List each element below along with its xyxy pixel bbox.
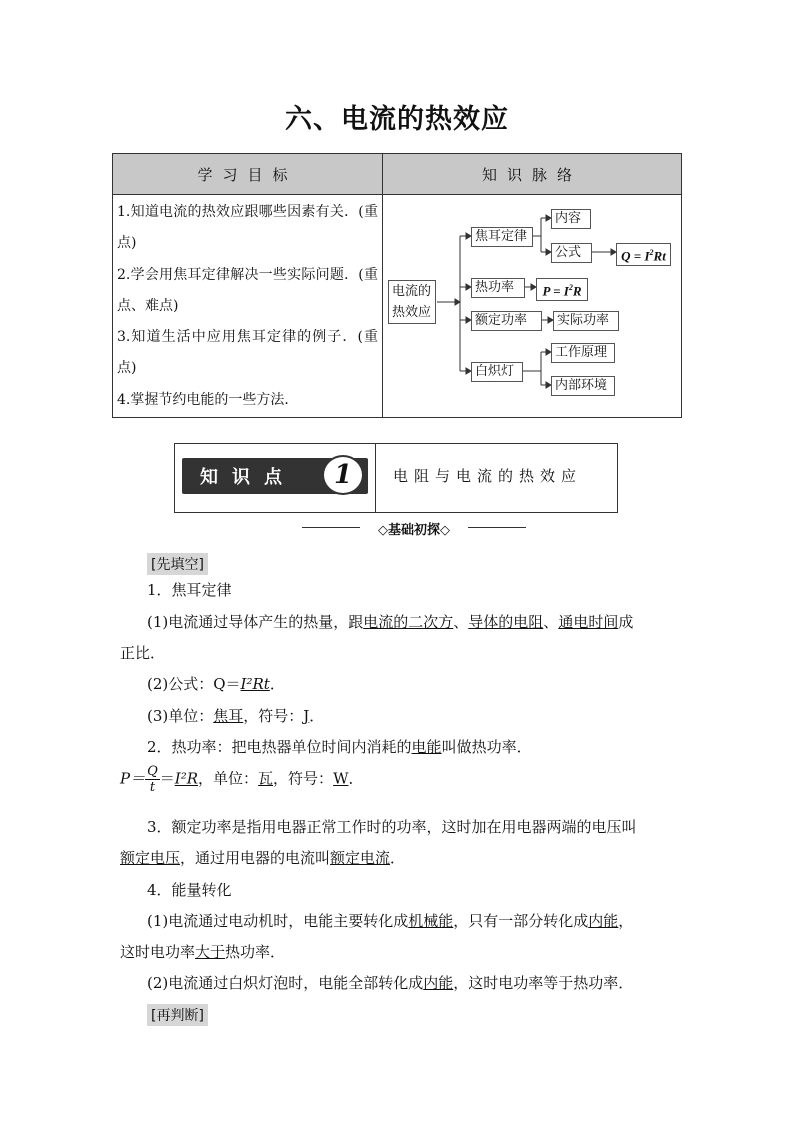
paragraph-motor-cont bbox=[120, 941, 285, 962]
objectives-table bbox=[112, 153, 682, 418]
answer-blank: 电能 bbox=[411, 738, 442, 756]
mindmap-node-lamp: 白炽灯 bbox=[471, 362, 523, 382]
answer-blank: 内能 bbox=[588, 912, 619, 930]
answer-blank: 导体的电阻 bbox=[468, 613, 544, 631]
text: ，这时电功率等于热功率． bbox=[453, 974, 634, 992]
header-knowledge-map: 知识脉络 bbox=[383, 154, 682, 195]
goal-item: 3.知道生活中应用焦耳定律的例子．(重点) bbox=[117, 329, 378, 377]
header-learning-goals: 学习目标 bbox=[113, 154, 383, 195]
answer-blank: I²R bbox=[174, 769, 199, 788]
fraction bbox=[145, 764, 160, 795]
fraction-numerator: Q bbox=[147, 764, 158, 779]
text: ，只有一部分转化成 bbox=[453, 912, 589, 930]
paragraph-unit bbox=[147, 705, 324, 726]
mindmap-cell bbox=[383, 195, 682, 418]
text: 成 bbox=[618, 613, 634, 631]
heading-heat-power bbox=[147, 736, 532, 757]
answer-blank: 瓦 bbox=[258, 769, 274, 788]
text: 叫做热功率． bbox=[441, 738, 532, 756]
answer-blank: 通电时间 bbox=[558, 613, 619, 631]
text: (2)公式：Q＝ bbox=[147, 675, 241, 693]
mindmap-root: 电流的热效应 bbox=[388, 280, 436, 324]
text: 热功率． bbox=[225, 943, 286, 961]
knowledge-point-number: 1 bbox=[322, 455, 364, 495]
answer-blank: 额定电流 bbox=[330, 849, 391, 867]
mindmap-node-content: 内容 bbox=[551, 209, 591, 229]
paragraph-rated-power: 3．额定功率是指用电器正常工作时的功率，这时加在用电器两端的电压叫 bbox=[147, 818, 637, 836]
text: (1)电流通过电动机时，电能主要转化成 bbox=[147, 912, 409, 930]
mindmap-node-actual-power: 实际功率 bbox=[553, 311, 619, 331]
answer-blank: 机械能 bbox=[408, 912, 454, 930]
text: 、 bbox=[543, 613, 559, 631]
text: ，符号： bbox=[243, 707, 304, 725]
text: 、 bbox=[453, 613, 469, 631]
mindmap-node-rated-power: 额定功率 bbox=[471, 311, 542, 331]
paragraph-1-cont: 正比． bbox=[120, 644, 166, 662]
text: P＝ bbox=[120, 769, 146, 788]
text: (3)单位： bbox=[147, 707, 214, 725]
text: ， bbox=[618, 912, 634, 930]
paragraph-lamp bbox=[147, 972, 633, 993]
answer-blank: J bbox=[303, 707, 310, 725]
text: ． bbox=[309, 707, 325, 725]
answer-blank: 焦耳 bbox=[213, 707, 244, 725]
answer-blank: W bbox=[333, 769, 349, 788]
heading-energy-conversion: 4．能量转化 bbox=[147, 881, 232, 899]
answer-blank: I²Rt bbox=[240, 675, 270, 693]
goals-cell bbox=[113, 195, 383, 418]
goal-item: 2.学会用焦耳定律解决一些实际问题．(重点、难点) bbox=[117, 266, 378, 314]
text: ． bbox=[348, 769, 364, 788]
text: (2)电流通过白炽灯泡时，电能全部转化成 bbox=[147, 974, 424, 992]
text: ，符号： bbox=[273, 769, 334, 788]
paragraph-1 bbox=[147, 611, 633, 632]
goal-item: 1.知道电流的热效应跟哪些因素有关．(重点) bbox=[117, 204, 378, 252]
heat-power-formula bbox=[120, 764, 364, 795]
goal-item: 4.掌握节约电能的一些方法． bbox=[117, 391, 299, 408]
mindmap-node-formula: 公式 bbox=[551, 243, 592, 263]
text: (1)电流通过导体产生的热量，跟 bbox=[147, 613, 364, 631]
text: ． bbox=[269, 675, 285, 693]
paragraph-motor bbox=[147, 910, 633, 931]
knowledge-point-label: 知识点 bbox=[200, 467, 296, 488]
section-heading: ◇基础初探◇ bbox=[302, 519, 526, 538]
fill-blank-tag: [先填空] bbox=[147, 553, 208, 575]
mindmap-node-working-principle: 工作原理 bbox=[551, 343, 615, 363]
mindmap-node-heat-power-eq: $P = I^2R$ bbox=[536, 278, 588, 301]
page-title: 六、电流的热效应 bbox=[285, 104, 509, 135]
fraction-denominator: t bbox=[149, 780, 156, 795]
answer-blank: 内能 bbox=[423, 974, 454, 992]
answer-blank: 额定电压 bbox=[120, 849, 181, 867]
mindmap-node-heat-power: 热功率 bbox=[471, 278, 525, 298]
banner-divider bbox=[375, 444, 376, 512]
knowledge-point-banner bbox=[174, 443, 618, 513]
answer-blank: 电流的二次方 bbox=[363, 613, 454, 631]
text: ＝ bbox=[159, 769, 175, 788]
heading-joule-law: 1．焦耳定律 bbox=[147, 581, 232, 599]
paragraph-formula bbox=[147, 673, 285, 694]
text: ，通过用电器的电流叫 bbox=[180, 849, 331, 867]
knowledge-point-badge bbox=[182, 458, 368, 494]
judge-tag: [再判断] bbox=[147, 1004, 208, 1026]
mindmap-node-formula-eq: $Q = I^2Rt$ bbox=[616, 243, 671, 266]
knowledge-point-title: 电阻与电流的热效应 bbox=[393, 467, 583, 485]
mindmap-node-joule-law: 焦耳定律 bbox=[471, 227, 533, 247]
paragraph-rated-power-cont bbox=[120, 847, 405, 868]
text: ． bbox=[390, 849, 406, 867]
mindmap-node-internal-env: 内部环境 bbox=[551, 376, 615, 396]
text: ，单位： bbox=[198, 769, 259, 788]
answer-blank: 大于 bbox=[195, 943, 226, 961]
text: 这时电功率 bbox=[120, 943, 196, 961]
text: 2．热功率：把电热器单位时间内消耗的 bbox=[147, 738, 412, 756]
